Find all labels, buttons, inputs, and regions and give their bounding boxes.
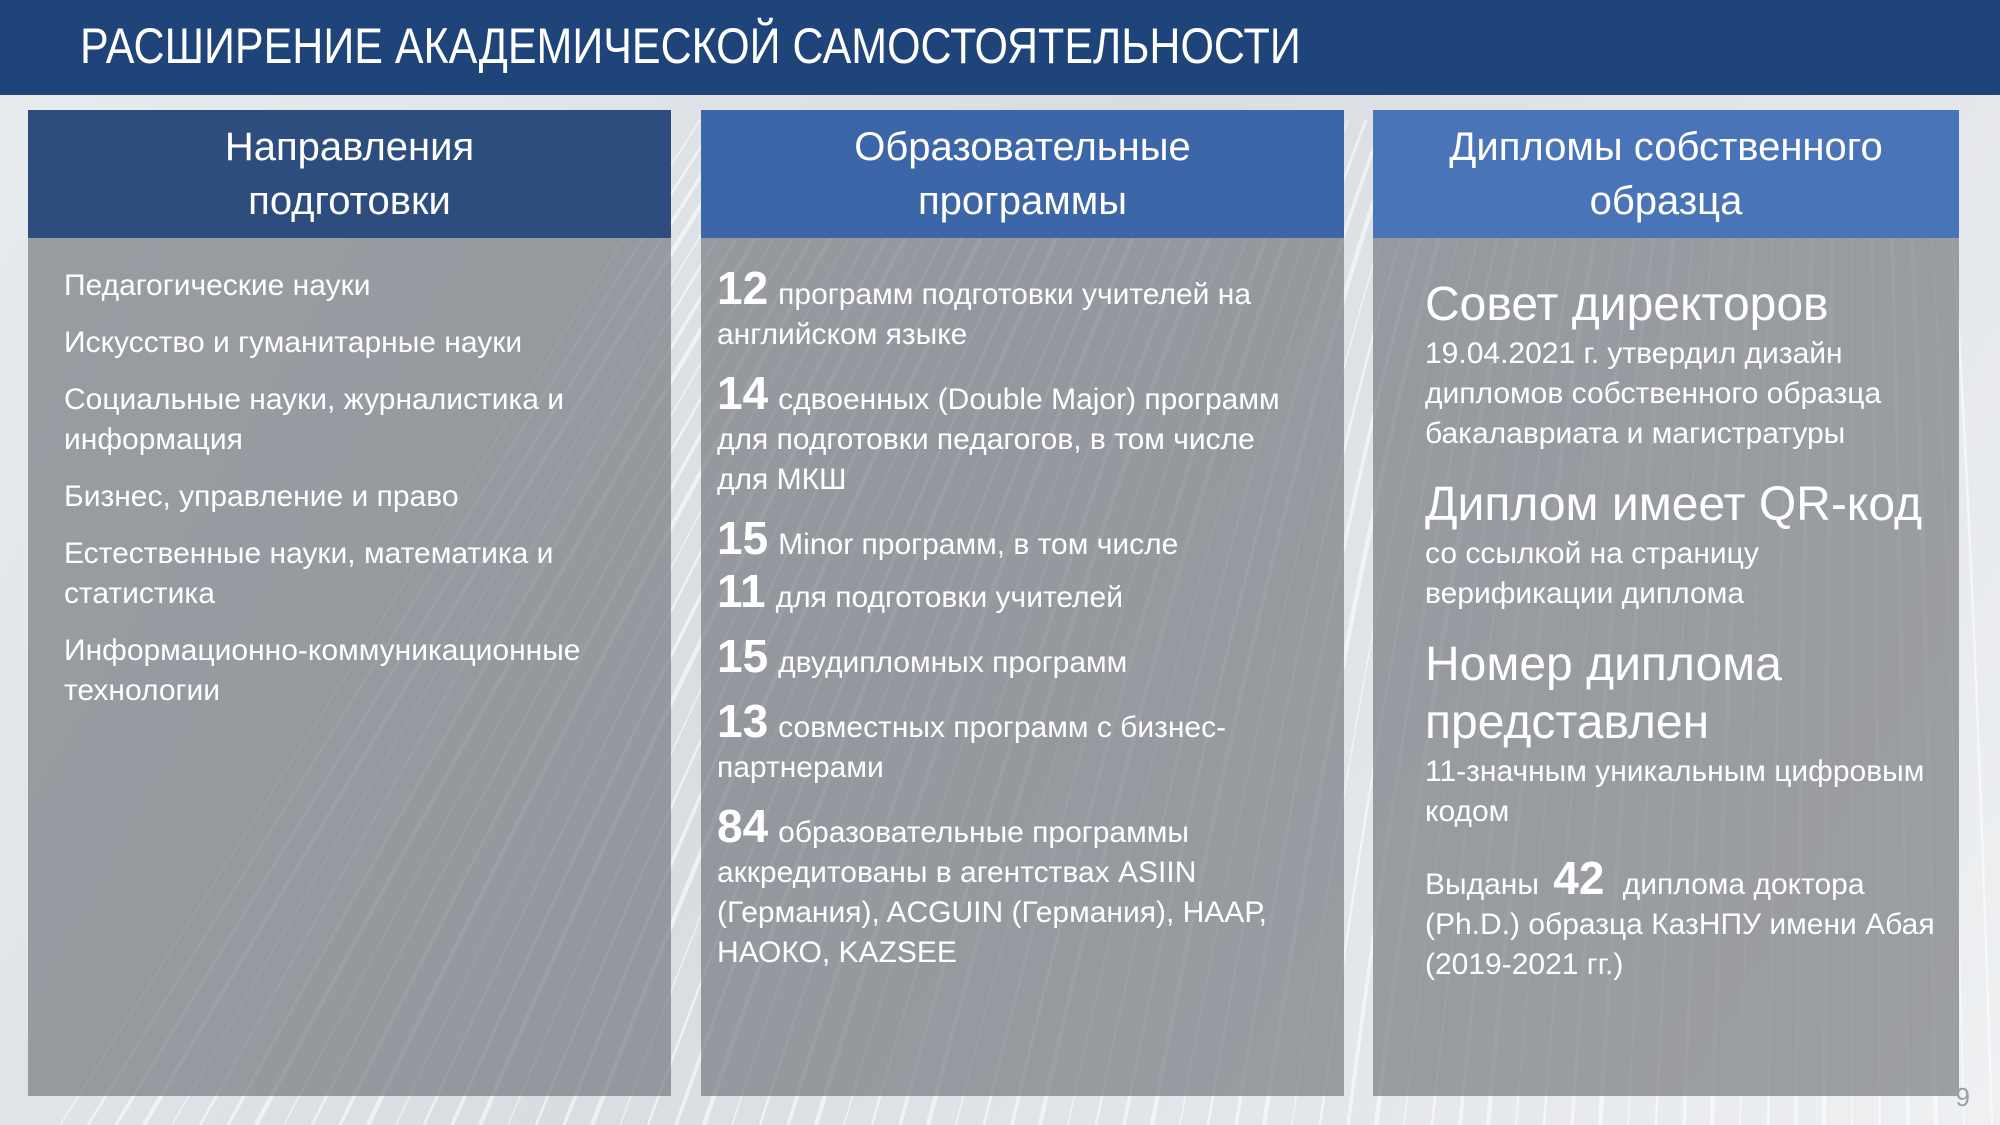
number-heading: Номер диплома представлен: [1425, 638, 1782, 749]
list-item: [717, 800, 1314, 973]
count-text: совместных программ с бизнес-партнерами: [717, 711, 1227, 784]
list-item: [717, 512, 1314, 565]
heading-line: программы: [918, 179, 1127, 223]
count-text: программ подготовки учителей на английском языке: [717, 278, 1252, 351]
list-item: Естественные науки, математика и статистика: [64, 537, 554, 610]
heading-line: образца: [1589, 179, 1743, 223]
count-text: Minor программ, в том числе: [778, 528, 1179, 561]
qr-text: со ссылкой на страницу верификации диплома: [1425, 537, 1759, 610]
count-text: двудипломных программ: [778, 646, 1128, 679]
number-text: 11-значным уникальным цифровым кодом: [1425, 755, 1925, 828]
phd-text: [1425, 852, 1939, 985]
panel-educational-programs: [701, 110, 1344, 1096]
count-text: образовательные программы аккредитованы в агентствах ASIIN (Германия), ACGUIN (Германия), НААР, НАОКО, KAZSEE: [717, 816, 1267, 969]
list-item: Социальные науки, журналистика и информация: [64, 383, 565, 456]
diplomas-content: [1373, 238, 1959, 985]
panel-heading: [28, 110, 671, 238]
list-item: [717, 565, 1314, 618]
heading-line: Дипломы собственного: [1449, 125, 1883, 169]
panel-heading: [701, 110, 1344, 238]
programs-list: [701, 238, 1344, 973]
panel-training-directions: [28, 110, 671, 1096]
phd-description: диплома доктора (Ph.D.) образца КазНПУ имени Абая (2019-2021 гг.): [1425, 868, 1935, 981]
board-text: 19.04.2021 г. утвердил дизайн дипломов собственного образца бакалавриата и магистратуры: [1425, 337, 1882, 450]
count-number: 11: [717, 565, 766, 617]
page-title: РАСШИРЕНИЕ АКАДЕМИЧЕСКОЙ САМОСТОЯТЕЛЬНОСТИ: [80, 18, 1301, 74]
panel-own-diplomas: [1373, 110, 1959, 1096]
phd-count: 42: [1553, 852, 1605, 904]
list-item: [717, 262, 1314, 355]
count-number: 13: [717, 695, 769, 747]
count-text: сдвоенных (Double Major) программ для подготовки педагогов, в том числе для МКШ: [717, 383, 1280, 496]
count-text: для подготовки учителей: [775, 581, 1123, 614]
list-item: [717, 367, 1314, 500]
count-number: 15: [717, 512, 769, 564]
list-item: Бизнес, управление и право: [64, 480, 459, 513]
count-number: 12: [717, 262, 769, 314]
page-number: 9: [1955, 1082, 1970, 1112]
panel-heading: [1373, 110, 1959, 238]
list-item: Искусство и гуманитарные науки: [64, 326, 523, 359]
heading-line: Направления: [224, 125, 475, 169]
list-item: Информационно-коммуникационные технологии: [64, 634, 581, 707]
list-item: [717, 630, 1314, 683]
count-number: 15: [717, 630, 769, 682]
heading-line: Образовательные: [854, 125, 1191, 169]
heading-line: подготовки: [248, 179, 451, 223]
count-number: 14: [717, 367, 769, 419]
list-item: Педагогические науки: [64, 269, 371, 302]
title-bar: [0, 0, 2000, 95]
qr-heading: Диплом имеет QR-код: [1425, 478, 1922, 531]
phd-prefix: Выданы: [1425, 868, 1539, 901]
list-item: [717, 695, 1314, 788]
board-heading: Совет директоров: [1425, 278, 1829, 331]
directions-list: [28, 238, 671, 711]
count-number: 84: [717, 800, 769, 852]
